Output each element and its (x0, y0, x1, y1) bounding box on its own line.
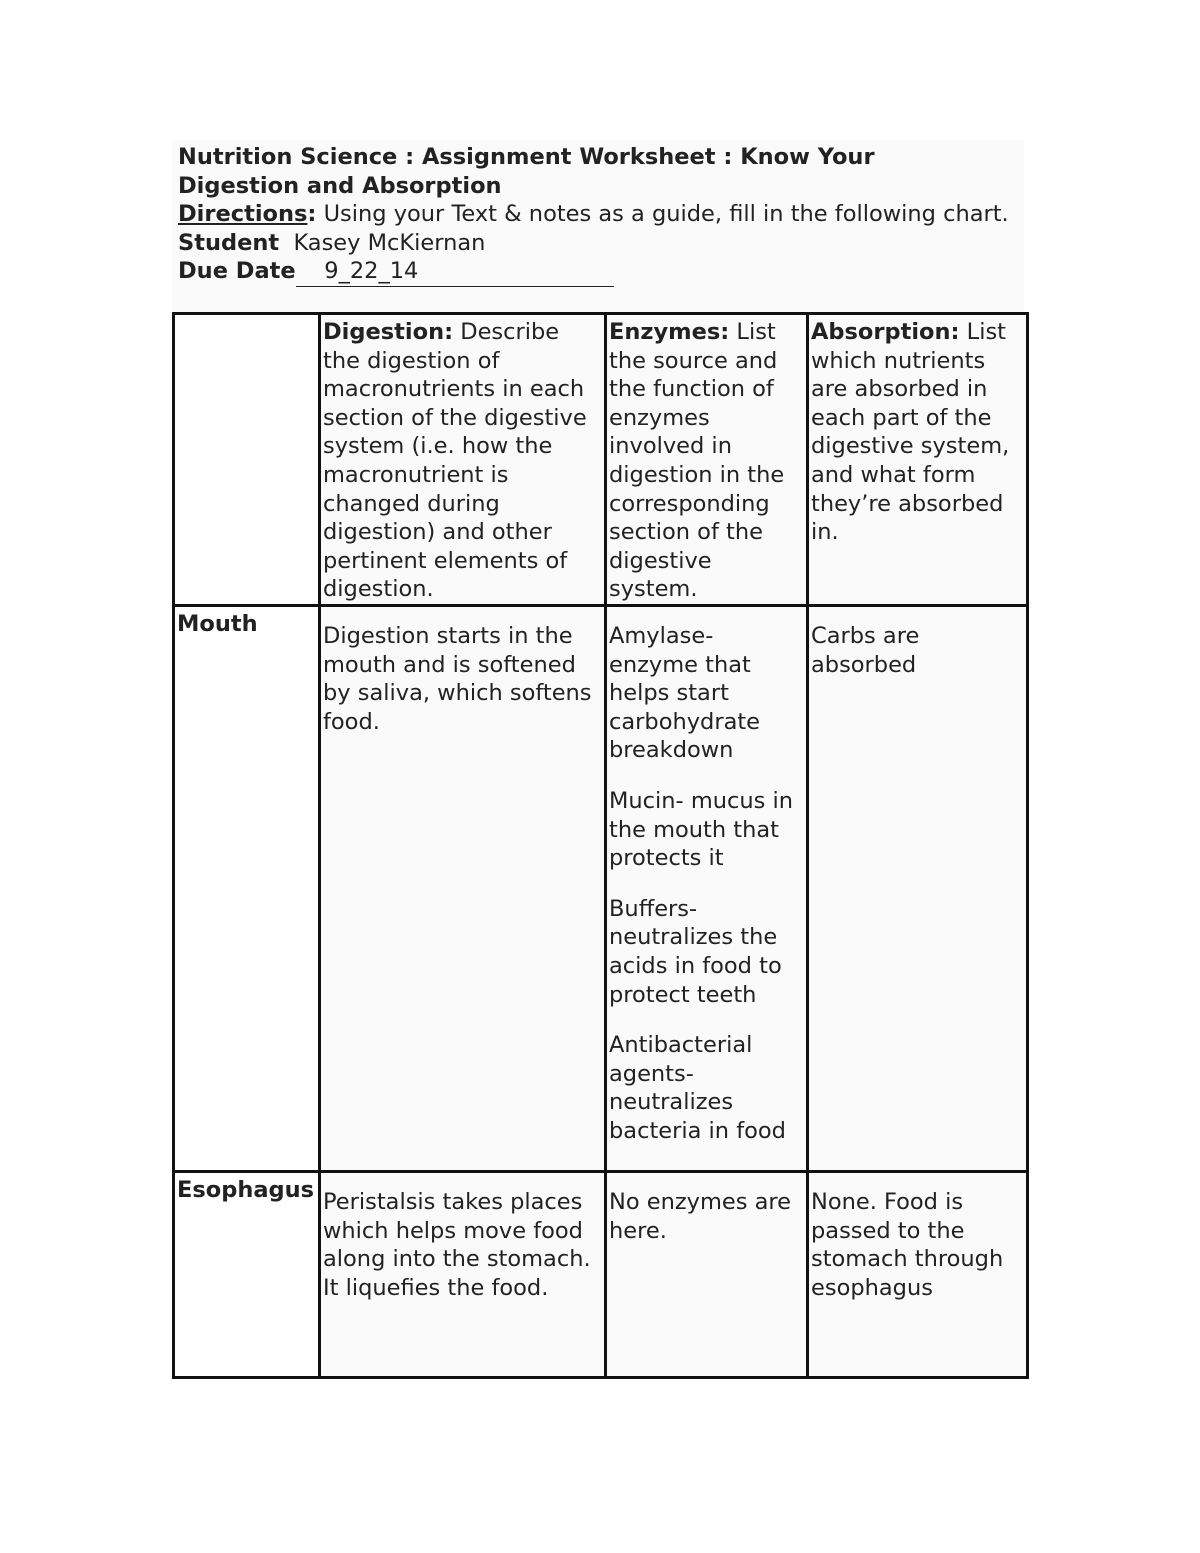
student-name: Kasey McKiernan (293, 229, 486, 256)
esophagus-absorption-text: None. Food is passed to the stomach through esophagus (811, 1189, 1004, 1301)
mouth-enzyme-item: Mucin- mucus in the mouth that protects it (609, 787, 794, 872)
worksheet-title-line-2: Digestion and Absorption (178, 172, 502, 199)
table-row (174, 1172, 1028, 1378)
row-label-esophagus: Esophagus (174, 1172, 320, 1378)
directions-colon: : (307, 201, 317, 228)
due-date-blank (296, 257, 615, 287)
column-header-absorption-description: List which nutrients are absorbed in each part of the digestive system, and what form they’re absorbed in. (811, 319, 1010, 546)
mouth-enzyme-item: Buffers- neutralizes the acids in food to protect teeth (609, 895, 782, 1008)
due-date-value: 9_22_14 (324, 258, 419, 285)
mouth-digestion-cell[interactable] (320, 606, 606, 1172)
mouth-enzymes-cell[interactable] (606, 606, 808, 1172)
mouth-enzyme-item: Antibacterial agents- neutralizes bacteria in food (609, 1032, 786, 1144)
student-label: Student (178, 229, 280, 256)
esophagus-enzyme-item: No enzymes are here. (609, 1189, 791, 1244)
column-header-enzymes (606, 314, 808, 606)
mouth-absorption-text: Carbs are absorbed (811, 623, 920, 678)
due-date-line (178, 257, 1024, 287)
column-header-enzymes-description: List the source and the function of enzymes involved in digestion in the corresponding section of the digestive system. (609, 319, 785, 603)
directions-label: Directions (178, 201, 308, 228)
esophagus-enzymes-cell[interactable] (606, 1172, 808, 1378)
esophagus-digestion-text: Peristalsis takes places which helps move food along into the stomach. It liquefies the food. (323, 1189, 591, 1301)
worksheet-title-line-1: Nutrition Science : Assignment Worksheet : Know Your (178, 144, 875, 170)
due-date-label: Due Date (178, 258, 296, 285)
digestion-chart (172, 312, 1029, 1379)
mouth-enzyme-item: Amylase- enzyme that helps start carbohydrate breakdown (609, 623, 761, 764)
column-header-enzymes-title: Enzymes: (609, 319, 730, 345)
esophagus-absorption-cell[interactable] (808, 1172, 1028, 1378)
student-line (178, 229, 1024, 258)
column-header-digestion-title: Digestion: (323, 319, 454, 345)
column-header-digestion (320, 314, 606, 606)
column-header-absorption (808, 314, 1028, 606)
worksheet-header (172, 140, 1024, 312)
chart-header-row (174, 314, 1028, 606)
column-header-absorption-title: Absorption: (811, 319, 960, 345)
directions-text: Using your Text & notes as a guide, fill in the following chart. (316, 201, 1009, 228)
row-label-mouth: Mouth (174, 606, 320, 1172)
esophagus-digestion-cell[interactable] (320, 1172, 606, 1378)
column-header-digestion-description: Describe the digestion of macronutrients in each section of the digestive system (i.e. how the macronutrient is changed during digestion) and other pertinent elements of digestion. (323, 319, 587, 603)
mouth-digestion-text: Digestion starts in the mouth and is softened by saliva, which softens food. (323, 623, 592, 735)
mouth-absorption-cell[interactable] (808, 606, 1028, 1172)
table-row (174, 606, 1028, 1172)
directions (178, 200, 1024, 229)
corner-cell (174, 314, 320, 606)
